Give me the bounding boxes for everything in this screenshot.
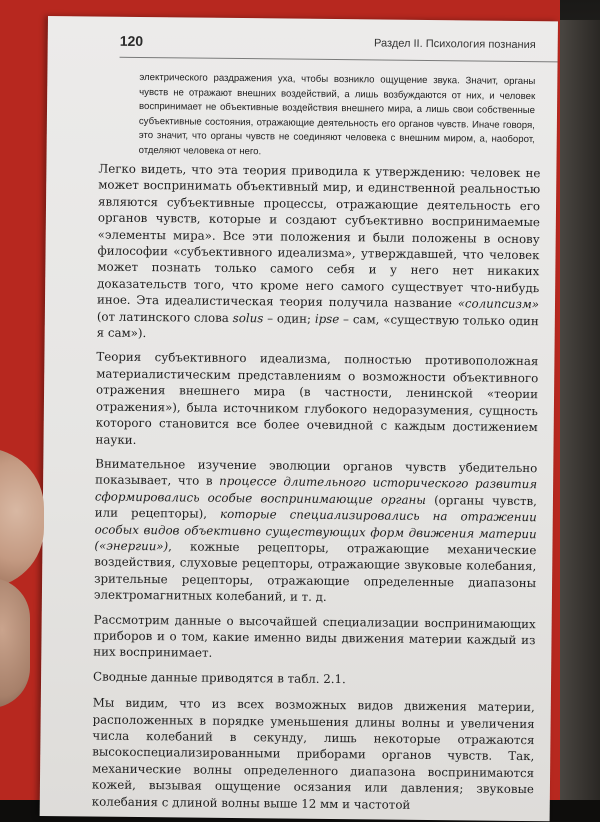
quoted-passage: электрического раздражения уха, чтобы возникло ощущение звука. Значит, органы чувств не отражают внешних воздействий, а лишь возбуждаются от них, и человек воспринимает не объективные воздействия внешнего мира, а лишь свои собственные субъективные состояния, отражающие деятельность его органов чувств. Иначе говоря, это значит, что органы чувств не соединяют человека с внешним миром, а, наоборот, отделяют человека от него. [138, 71, 536, 157]
term-solipsism: «солипсизм» [457, 296, 540, 312]
paragraph-subjective-idealism: Теория субъективного идеализма, полностью противоположная материалистическим представлениям о возможности объективного отражения внешнего мира (в частности, ленинской «теории отражения»), была источником глубокого недоразумения, сущность которого становится все более очевидной с каждым достижением науки. [95, 349, 539, 447]
paragraph-table-reference: Сводные данные приводятся в табл. 2.1. [93, 669, 346, 686]
text-run: – один; [263, 310, 315, 326]
header-rule [120, 57, 558, 63]
paragraph-specialization: Рассмотрим данные о высочайшей специализации воспринимающих приборов и о том, какие именно виды движения материи каждый из них воспринимает. [93, 612, 536, 661]
text-run: (органы чувств, или рецепторы), [94, 492, 538, 521]
book-page [40, 16, 558, 821]
text-run: Внимательное изучение эволюции органов чувств убедительно показывает, что в [95, 456, 538, 489]
running-header [48, 32, 558, 59]
text-run: – сам, «существую только один я сам»). [96, 311, 539, 341]
body-text [92, 161, 541, 822]
paragraph-evolution [94, 455, 538, 607]
latin-word-ipse: ipse [314, 311, 340, 326]
paragraph-solipsism [97, 161, 541, 346]
text-run: , кожные рецепторы, отражающие механические воздействия, слуховые рецепторы, отражающие звуковые колебания, зрительные рецепторы, отражающие определенные диапазоны электромагнитных колебаний, и т. д. [93, 539, 537, 605]
paragraph-wave-ranges: Мы видим, что из всех возможных видов движения материи, расположенных в порядке уменьшения длины волны и увеличения числа колебаний в секунду, лишь некоторые отражаются высокоспециализированными приборами органов чувств. Так, механические волны определенного диапазона воспринимаются кожей, вызывая ощущение осязания или давления; звуковые колебания с длиной волны выше 12 мм и частотой [91, 695, 535, 812]
emphasis-text: процессе длительного исторического развития сформировались особые воспринимающие органы [94, 474, 538, 507]
latin-word-solus: solus [232, 310, 264, 325]
section-title: Раздел II. Психология познания [374, 37, 536, 52]
emphasis-text: которые специализировались на отражении особых видов объективно существующих форм движения материи («энергии») [94, 506, 537, 554]
page-number: 120 [119, 32, 144, 49]
text-run: Легко видеть, что эта теория приводила к утверждению: человек не может воспринимать объективный мир, и единственной реальностью являются субъективные процессы, отражающие деятельность его органов чувств, которые и создают субъективно воспринимаемые «элементы мира». Все эти положения и были положены в основу философии «субъективного идеализма», утверждавшей, что человек может познать только самого себя и у него нет никаких доказательств того, что кроме него самого существует что-нибудь иное. Эта идеалистическая теория получила название [96, 161, 541, 311]
text-run: (от латинского слова [96, 309, 233, 325]
